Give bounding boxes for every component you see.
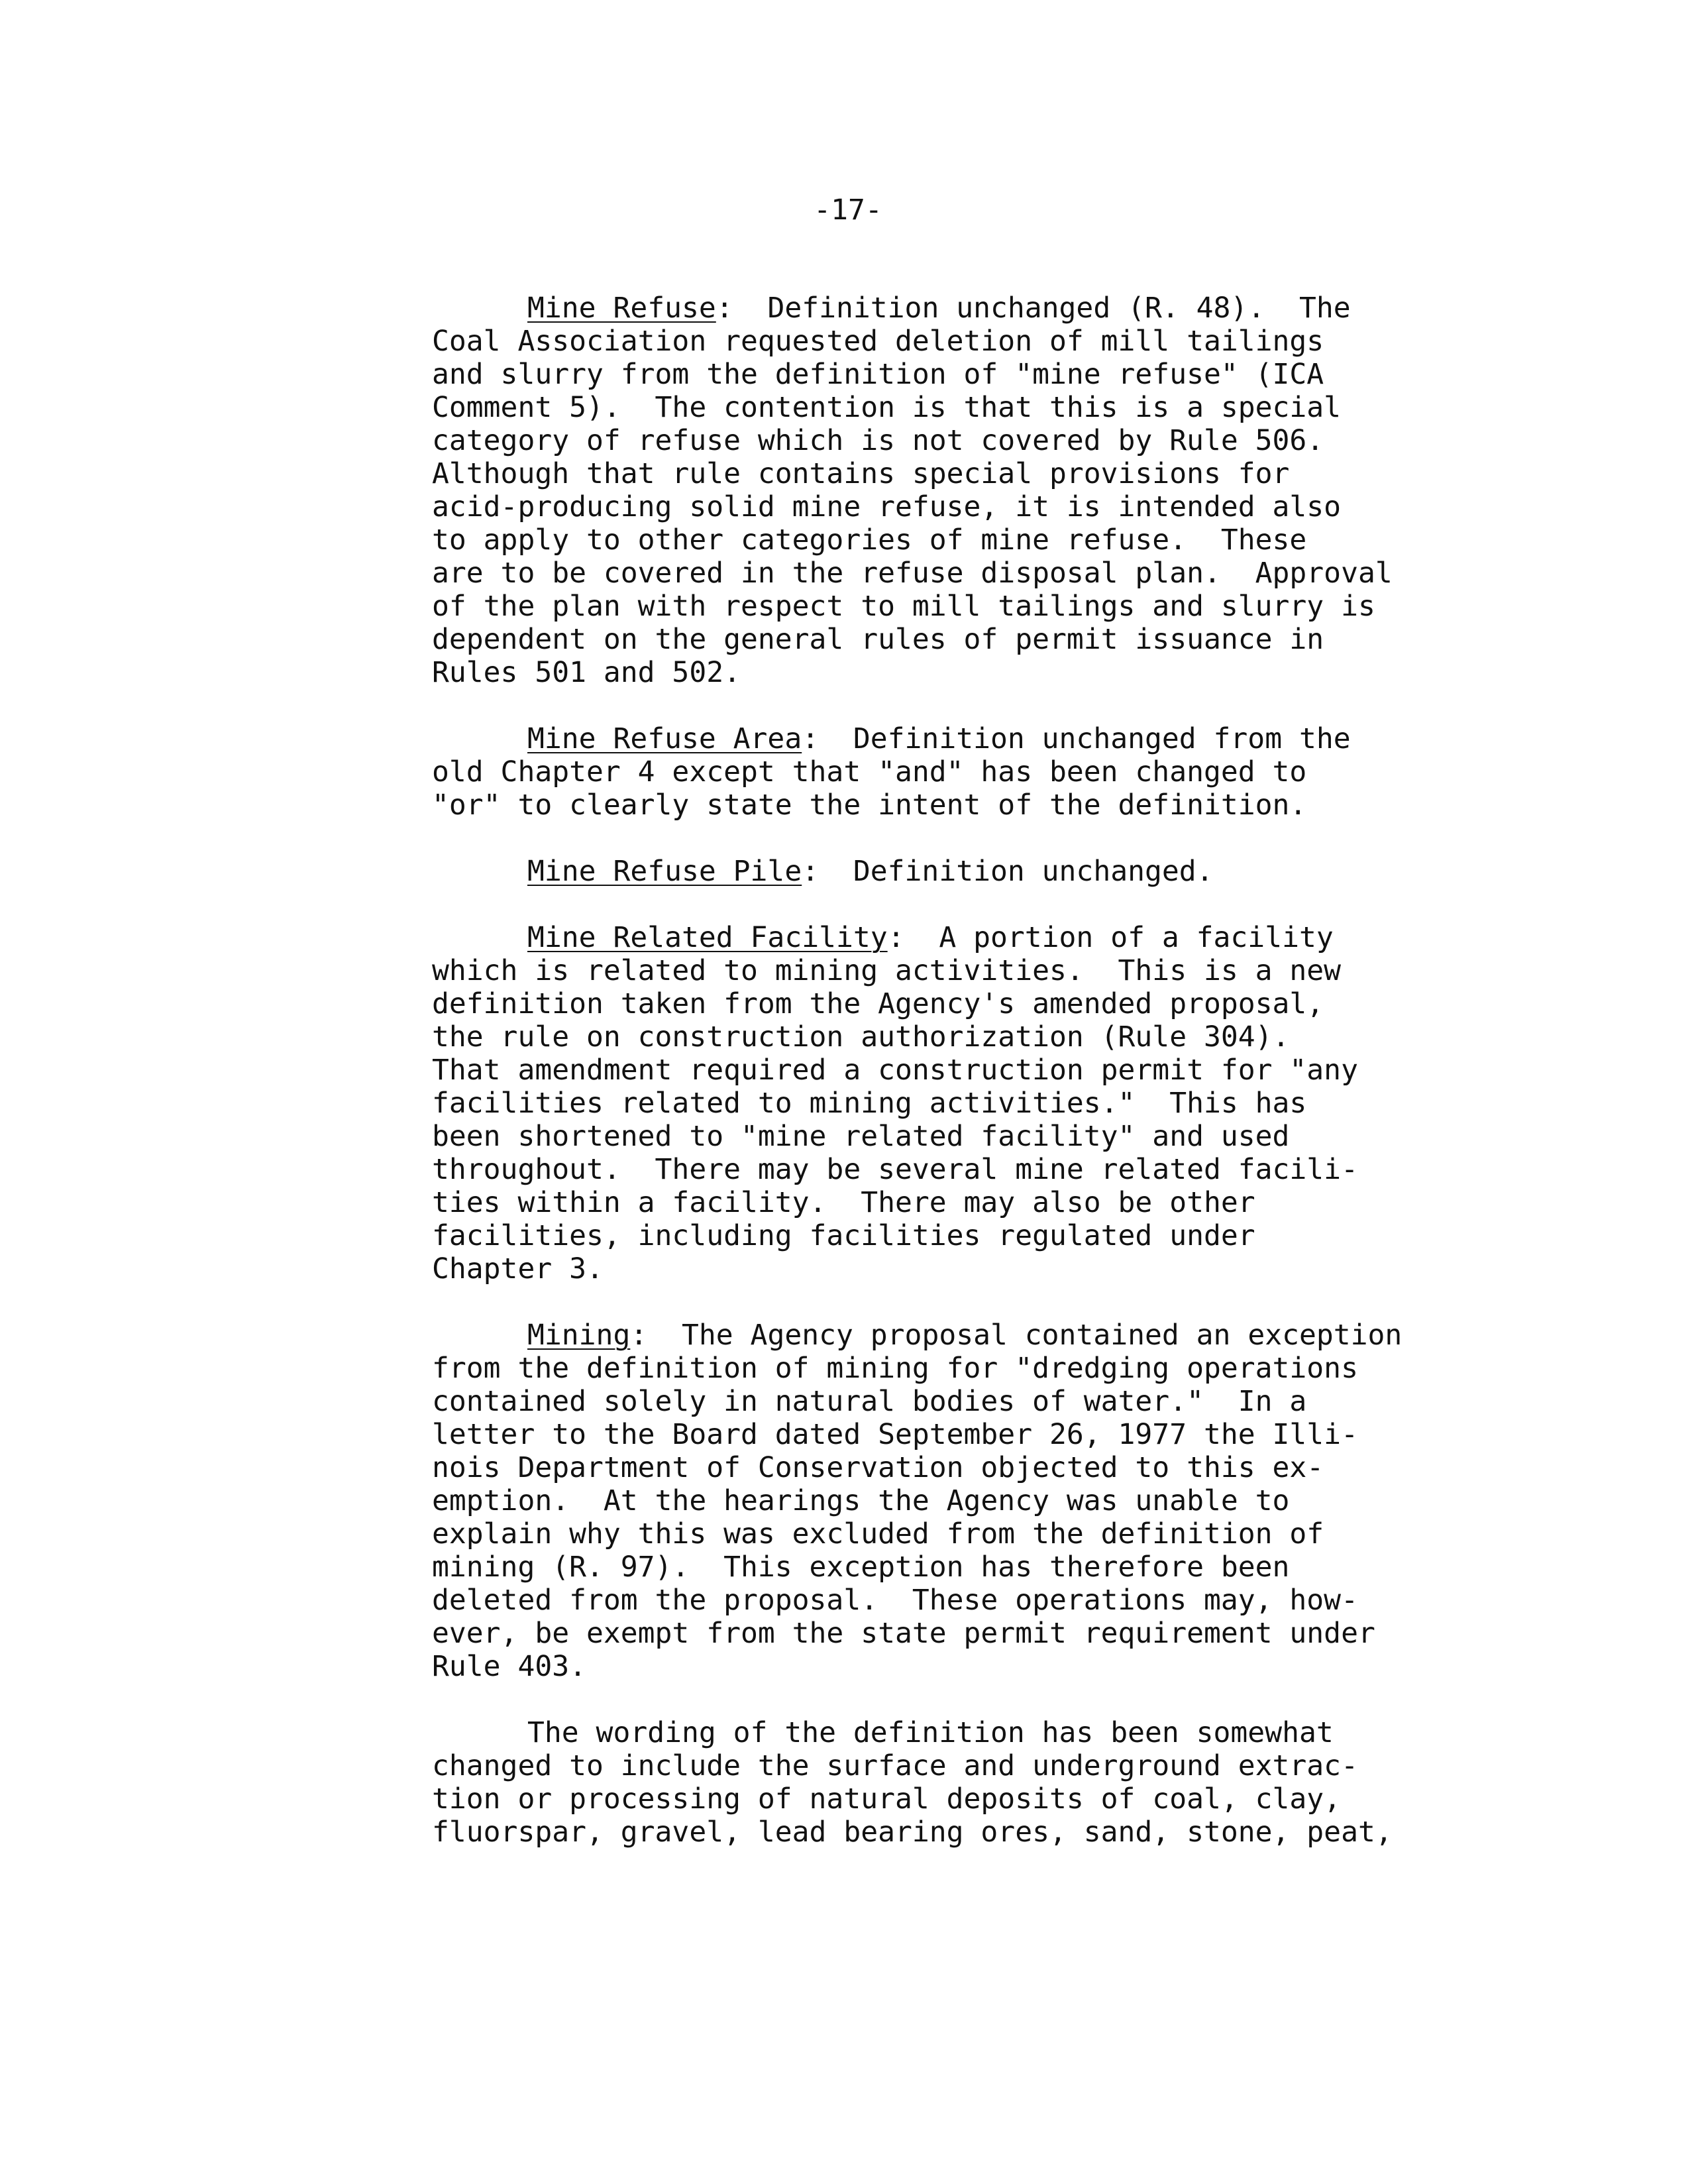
paragraph-line: : Definition unchanged. (802, 855, 1214, 888)
paragraph-line: are to be covered in the refuse disposal plan. Approval (432, 557, 1393, 590)
paragraph-line: contained solely in natural bodies of water." In a (432, 1385, 1307, 1418)
paragraph-first-line (527, 1319, 1402, 1352)
paragraph-line: definition taken from the Agency's amended proposal, (432, 987, 1324, 1020)
paragraph-line: changed to include the surface and underground extrac- (432, 1749, 1358, 1782)
paragraph-line: category of refuse which is not covered by Rule 506. (432, 424, 1324, 457)
paragraph-line: The wording of the definition has been somewhat (527, 1716, 1334, 1749)
paragraph-line: facilities related to mining activities." This has (432, 1087, 1307, 1120)
paragraph-line: to apply to other categories of mine refuse. These (432, 523, 1307, 557)
paragraph-line: ties within a facility. There may also be other (432, 1186, 1255, 1219)
page-number: -17- (814, 193, 882, 227)
paragraph-line: and slurry from the definition of "mine refuse" (ICA (432, 358, 1324, 391)
paragraph-line: "or" to clearly state the intent of the definition. (432, 789, 1307, 822)
paragraph-first-line (527, 855, 1214, 888)
paragraph-line: been shortened to "mine related facility" and used (432, 1120, 1290, 1153)
paragraph-line: the rule on construction authorization (Rule 304). (432, 1020, 1290, 1054)
paragraph-line: : Definition unchanged from the (802, 722, 1351, 755)
paragraph-line: nois Department of Conservation objected to this ex- (432, 1451, 1324, 1484)
paragraph-heading: Mine Refuse (527, 292, 716, 325)
paragraph-line: : A portion of a facility (887, 921, 1334, 954)
paragraph-heading: Mine Related Facility (527, 921, 888, 954)
paragraph-line: emption. At the hearings the Agency was unable to (432, 1484, 1290, 1517)
paragraph-line: throughout. There may be several mine related facili- (432, 1153, 1358, 1186)
paragraph-line: of the plan with respect to mill tailings and slurry is (432, 590, 1375, 623)
paragraph-line: That amendment required a construction permit for "any (432, 1054, 1358, 1087)
paragraph-line: old Chapter 4 except that "and" has been changed to (432, 755, 1307, 789)
paragraph-line: Rules 501 and 502. (432, 656, 741, 689)
paragraph-line: Rule 403. (432, 1650, 586, 1683)
paragraph-line: Chapter 3. (432, 1252, 604, 1285)
paragraph-heading: Mine Refuse Area (527, 722, 802, 755)
paragraph-line: ever, be exempt from the state permit requirement under (432, 1617, 1375, 1650)
paragraph-line: facilities, including facilities regulated under (432, 1219, 1255, 1252)
paragraph-line: Coal Association requested deletion of mill tailings (432, 325, 1324, 358)
paragraph-first-line (527, 722, 1351, 755)
paragraph-line: Although that rule contains special provisions for (432, 457, 1290, 490)
paragraph-heading: Mine Refuse Pile (527, 855, 802, 888)
paragraph-line: tion or processing of natural deposits of coal, clay, (432, 1782, 1342, 1816)
paragraph-line: which is related to mining activities. This is a new (432, 954, 1342, 987)
paragraph-line: letter to the Board dated September 26, 1977 the Illi- (432, 1418, 1358, 1451)
paragraph-first-line (527, 921, 1334, 954)
paragraph-line: from the definition of mining for "dredging operations (432, 1352, 1358, 1385)
paragraph-line: explain why this was excluded from the definition of (432, 1517, 1324, 1551)
paragraph-line: deleted from the proposal. These operations may, how- (432, 1584, 1358, 1617)
paragraph-line: dependent on the general rules of permit issuance in (432, 623, 1324, 656)
paragraph-first-line (527, 292, 1351, 325)
paragraph-heading: Mining (527, 1319, 631, 1352)
paragraph-line: : Definition unchanged (R. 48). The (716, 292, 1351, 325)
paragraph-line: acid-producing solid mine refuse, it is intended also (432, 490, 1342, 523)
paragraph-line: fluorspar, gravel, lead bearing ores, sand, stone, peat, (432, 1816, 1393, 1849)
paragraph-line: : The Agency proposal contained an exception (630, 1319, 1403, 1352)
paragraph-line: mining (R. 97). This exception has therefore been (432, 1551, 1290, 1584)
paragraph-line: Comment 5). The contention is that this is a special (432, 391, 1342, 424)
